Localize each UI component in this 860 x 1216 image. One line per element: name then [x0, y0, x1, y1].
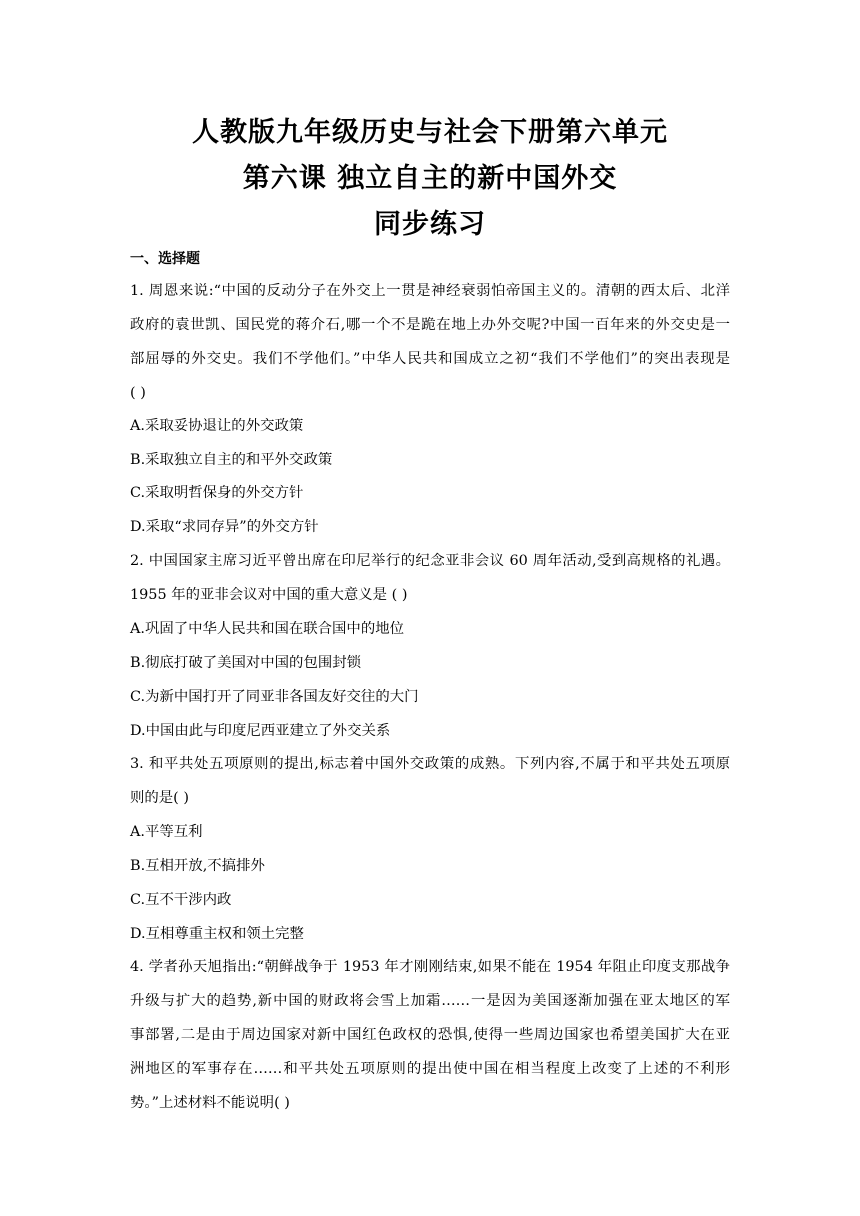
- question-4-stem-line: 势。”上述材料不能说明( ): [130, 1095, 290, 1111]
- question-1-option-b: B.采取独立自主的和平外交政策: [130, 452, 333, 468]
- question-2-option-d: D.中国由此与印度尼西亚建立了外交关系: [130, 723, 391, 739]
- question-2-stem-line: 2. 中国国家主席习近平曾出席在印尼举行的纪念亚非会议 60 周年活动,受到高规格的礼遇。: [130, 553, 730, 569]
- question-3-stem-line: 则的是( ): [130, 790, 189, 806]
- question-3-option-c: C.互不干涉内政: [130, 892, 232, 908]
- question-2-stem-line: 1955 年的亚非会议对中国的重大意义是 ( ): [130, 587, 408, 603]
- question-3-stem-line: 3. 和平共处五项原则的提出,标志着中国外交政策的成熟。下列内容,不属于和平共处五项原: [130, 756, 730, 772]
- question-2-option-a: A.巩固了中华人民共和国在联合国中的地位: [130, 621, 404, 637]
- section-heading: 一、选择题: [130, 251, 200, 267]
- question-1-option-a: A.采取妥协退让的外交政策: [130, 418, 304, 434]
- question-2-option-b: B.彻底打破了美国对中国的包围封锁: [130, 655, 362, 671]
- question-4-stem-line: 升级与扩大的趋势,新中国的财政将会雪上加霜……一是因为美国逐渐加强在亚太地区的军: [130, 993, 730, 1009]
- question-1-stem-line: 部屈辱的外交史。我们不学他们。”中华人民共和国成立之初“我们不学他们”的突出表现是: [130, 351, 730, 367]
- question-3-option-b: B.互相开放,不搞排外: [130, 858, 265, 874]
- question-1-stem-line: 1. 周恩来说:“中国的反动分子在外交上一贯是神经衰弱怕帝国主义的。清朝的西太后、北洋: [130, 283, 730, 299]
- question-4-stem-line: 洲地区的军事存在……和平共处五项原则的提出使中国在相当程度上改变了上述的不利形: [130, 1061, 730, 1077]
- question-1-option-c: C.采取明哲保身的外交方针: [130, 485, 304, 501]
- question-1-stem-line: ( ): [130, 385, 146, 401]
- question-1-stem-line: 政府的袁世凯、国民党的蒋介石,哪一个不是跪在地上办外交呢?中国一百年来的外交史是一: [130, 317, 730, 333]
- title-line-1: 人教版九年级历史与社会下册第六单元: [192, 117, 668, 148]
- question-2-option-c: C.为新中国打开了同亚非各国友好交往的大门: [130, 689, 419, 705]
- question-4-stem-line: 4. 学者孙天旭指出:“朝鲜战争于 1953 年才刚刚结束,如果不能在 1954 年阻止印度支那战争: [130, 959, 730, 975]
- question-3-option-d: D.互相尊重主权和领土完整: [130, 926, 304, 942]
- question-4-stem-line: 事部署,二是由于周边国家对新中国红色政权的恐惧,使得一些周边国家也希望美国扩大在亚: [130, 1027, 730, 1043]
- question-3-option-a: A.平等互利: [130, 824, 203, 840]
- title-line-2: 第六课 独立自主的新中国外交: [242, 163, 618, 194]
- question-1-option-d: D.采取“求同存异”的外交方针: [130, 519, 319, 535]
- title-line-3: 同步练习: [374, 209, 486, 240]
